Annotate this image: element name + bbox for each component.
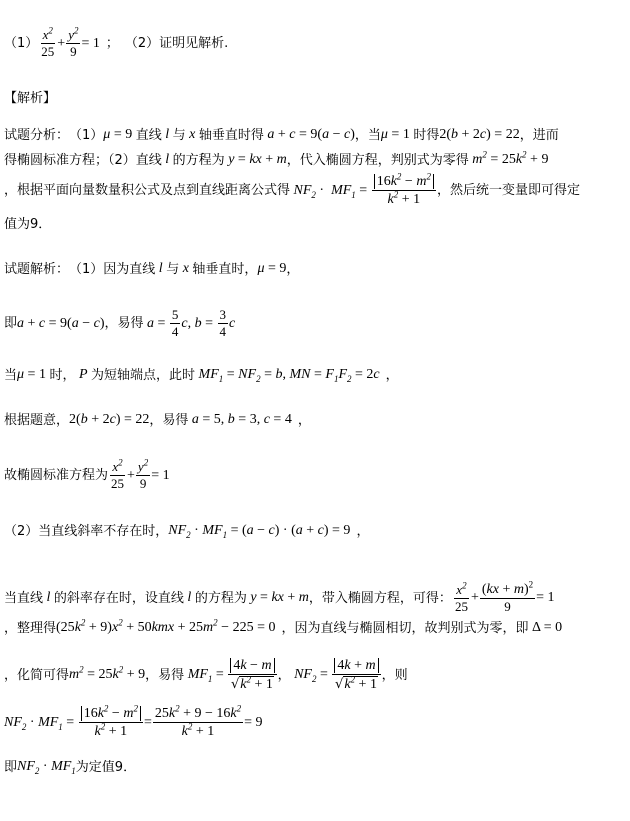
detail-text: 时， xyxy=(49,367,76,383)
analysis-line-1: 试题分析： （1） μ = 9 直线 l 与 x 轴垂直时得 a + c = 9( a − c ) ，当 μ = 1 时得 2( b + 2 c ) = 22 ，进而 xyxy=(4,127,559,143)
ellipse-frac-y-2: $\frac{y^2}{9}$ xyxy=(137,457,149,492)
detail-line-4: 根据题意， 2( b + 2 c ) = 22 ，易得 a = 5, b = 3, c = 4 ， xyxy=(4,412,311,428)
answer-part2: （2）证明见解析. xyxy=(124,36,229,52)
detail-text: 轴垂直时， xyxy=(192,261,258,277)
detail-text: （2）当直线斜率不存在时， xyxy=(4,523,169,539)
detail-text: ， xyxy=(356,523,370,539)
detail-line-3: 当 μ = 1 时， P 为短轴端点，此时 $MF_1$ = $NF_2$ = b , MN = $F_1F_2$ = 2 c ， xyxy=(4,367,399,384)
ellipse-frac-x-2: $\frac{x^2}{25}$ xyxy=(111,457,125,492)
detail-label: 试题解析： xyxy=(4,261,70,277)
ellipse-frac-y: $\frac{y^2}{9}$ xyxy=(68,25,79,60)
detail-text: 的方程为 xyxy=(194,590,247,606)
analysis-label: 试题分析： xyxy=(4,127,70,143)
detail-line-9: ，化简可得 $m^2$ = 25 $k^2$ + 9 ，易得 $MF_1$ = 4k − m √ $k^2 + 1$ ， $NF_2$ = 4k + m √ $k^2 + 1$ ，则 xyxy=(4,658,408,693)
analysis-text: 直线 xyxy=(135,127,162,143)
detail-line-10: $NF_2$ · $MF_1$ = $\frac{16k^2 - m^2}{k^2 + 1}$ = $\frac{25k^2 + 9 - 16k^2}{k^2 + 1}$ = 9 xyxy=(4,703,263,740)
detail-line-7: 当直线 l 的斜率存在时，设直线 l 的方程为 y = kx + m ，带入椭圆方程，可得： $\frac{x^2}{25}$ + $\frac{(kx + m)^2}{9}$ = 1 xyxy=(4,579,555,615)
analysis-text: 时得 xyxy=(413,127,440,143)
analysis-frac: $\frac{16k^2 - m^2}{k^2 + 1}$ xyxy=(372,174,436,208)
detail-text: 的斜率存在时，设直线 xyxy=(53,590,184,606)
analysis-text: 的方程为 xyxy=(172,152,225,168)
analysis-line-4: 值为9． xyxy=(4,217,52,232)
detail-text: ，易得 xyxy=(145,667,185,683)
detail-line-8: ，整理得 (25 $k^2$ + 9) $x^2$ + 50 kmx + 25 $m^2$ − 225 = 0 ，因为直线与椭圆相切，故判别式为零，即 Δ = 0 xyxy=(4,617,563,636)
analysis-text: ，代入椭圆方程，判别式为零得 xyxy=(286,152,469,168)
detail-text: ，则 xyxy=(381,667,408,683)
detail-text: 即 xyxy=(4,316,18,332)
analysis-text: 得椭圆标准方程；（2）直线 xyxy=(4,152,162,168)
detail-text: ，化简可得 xyxy=(4,667,70,683)
detail-text: ， xyxy=(385,367,399,383)
detail-text: 即 xyxy=(4,759,18,775)
nf2-frac: 4k + m √ $k^2 + 1$ xyxy=(332,658,380,693)
detail-text: ， xyxy=(286,261,300,277)
detail-text: ，易得 xyxy=(104,316,144,332)
detail-text: ， xyxy=(297,412,311,428)
detail-text: ，因为直线与椭圆相切，故判别式为零，即 xyxy=(281,620,529,636)
detail-text: ，带入椭圆方程，可得： xyxy=(308,590,452,606)
ellipse-frac-x: $\frac{x^2}{25}$ xyxy=(41,25,55,60)
mf1-frac: 4k − m √ $k^2 + 1$ xyxy=(228,658,276,693)
analysis-text: ，进而 xyxy=(519,127,559,143)
detail-line-2: 即 a + c = 9( a − c ) ，易得 a = $\frac{5}{4}$ c , b = $\frac{3}{4}$ c xyxy=(4,307,236,340)
detail-line-6: （2）当直线斜率不存在时， $NF_2$ · $MF_1$ = ( a − c ) · ( a + c ) = 9 ， xyxy=(4,523,370,540)
detail-text: 与 xyxy=(166,261,180,277)
analysis-text: ，当 xyxy=(354,127,381,143)
detail-text: ， xyxy=(277,667,291,683)
section-title: 【解析】 xyxy=(4,91,57,106)
sub-frac-x: $\frac{x^2}{25}$ xyxy=(454,580,468,614)
analysis-line-3: ，根据平面向量数量积公式及点到直线距离公式得 $NF_2$ · $MF_1$ = $\frac{16k^2 - m^2}{k^2 + 1}$ ，然后统一变量即可得定 xyxy=(4,171,580,208)
detail-text: 为短轴端点，此时 xyxy=(91,367,196,383)
detail-text: ，整理得 xyxy=(4,620,57,636)
frac-5-4: $\frac{5}{4}$ xyxy=(171,307,179,340)
analysis-text: 与 xyxy=(172,127,186,143)
analysis-text: 轴垂直时得 xyxy=(198,127,264,143)
answer-line: （1） $\frac{x^2}{25}$ + $\frac{y^2}{9}$ = 1 ； （2）证明见解析. xyxy=(4,25,229,60)
detail-line-1: 试题解析： （1）因为直线 l 与 x 轴垂直时， μ = 9 ， xyxy=(4,261,300,277)
detail-text: （1）因为直线 xyxy=(69,261,156,277)
sub-frac-kxm: $\frac{(kx + m)^2}{9}$ xyxy=(481,579,534,615)
final-frac-1: $\frac{16k^2 - m^2}{k^2 + 1}$ xyxy=(79,706,143,740)
analysis-text: （1） xyxy=(69,127,104,143)
answer-part1-label: （1） xyxy=(4,36,39,52)
analysis-text: ，根据平面向量数量积公式及点到直线距离公式得 xyxy=(4,183,291,199)
detail-line-11: 即 $NF_2$ · $MF_1$ 为定值9． xyxy=(4,759,137,776)
analysis-line-2: 得椭圆标准方程；（2）直线 l 的方程为 y = kx + m ，代入椭圆方程，判别式为零得 $m^2$ = 25 $k^2$ + 9 xyxy=(4,149,549,168)
frac-3-4: $\frac{3}{4}$ xyxy=(219,307,227,340)
answer-sep: ； xyxy=(105,36,119,52)
answer-eq: = 1 xyxy=(81,35,100,51)
detail-text: 为定值9． xyxy=(75,759,137,775)
analysis-text: ，然后统一变量即可得定 xyxy=(436,183,580,199)
detail-line-5: 故椭圆标准方程为 $\frac{x^2}{25}$ + $\frac{y^2}{9}$ = 1 xyxy=(4,457,170,492)
detail-text: 故椭圆标准方程为 xyxy=(4,468,109,484)
detail-text: ，易得 xyxy=(149,412,189,428)
detail-text: 当 xyxy=(4,367,18,383)
detail-text: 根据题意， xyxy=(4,412,70,428)
final-frac-2: $\frac{25k^2 + 9 - 16k^2}{k^2 + 1}$ xyxy=(154,703,242,740)
detail-text: 当直线 xyxy=(4,590,44,606)
